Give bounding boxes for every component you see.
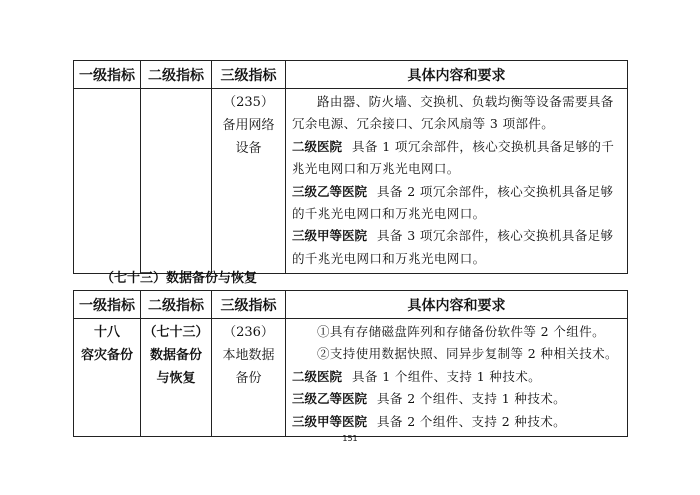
level2-cell (141, 319, 212, 437)
level2-cell (141, 89, 212, 274)
table-header-row (74, 61, 628, 89)
requirement-item (292, 181, 623, 226)
hospital-level-label: 三级甲等医院 (292, 413, 368, 429)
requirement-item (292, 388, 623, 410)
level1-cell (74, 319, 141, 437)
technology-item: ②支持使用数据快照、同异步复制等 2 种相关技术。 (317, 346, 618, 362)
requirement-item (292, 411, 623, 433)
header-level3: 三级指标 (212, 61, 286, 89)
content-cell (286, 319, 628, 437)
level3-cell (212, 89, 286, 274)
requirement-text: 具备 1 项冗余部件，核心交换机具备足够的千兆光电网口和万兆光电网口。 (292, 138, 615, 177)
hospital-level-label: 三级甲等医院 (292, 228, 368, 244)
header-content: 具体内容和要求 (286, 61, 628, 89)
level1-cell (74, 89, 141, 274)
intro-text: 路由器、防火墙、交换机、负载均衡等设备需要具备冗余电源、冗余接口、冗余风扇等 3 项部件。 (292, 94, 614, 132)
level3-name-line2: 备份 (235, 371, 262, 386)
level2-name-line1: 数据备份 (149, 348, 202, 363)
level3-name-line1: 本地数据 (222, 348, 275, 363)
requirement-text: 具备 1 个组件、支持 1 种技术。 (352, 368, 542, 384)
level3-name-line2: 设备 (235, 141, 262, 156)
requirement-text: 具备 3 项冗余部件，核心交换机具备足够的千兆光电网口和万兆光电网口。 (292, 228, 614, 266)
hospital-level-label: 二级医院 (292, 368, 343, 384)
page-number: 151 (342, 434, 358, 443)
level3-name-line1: 备用网络 (222, 118, 275, 133)
content-cell (286, 89, 628, 274)
header-level1: 一级指标 (74, 291, 141, 319)
requirement-text: 具备 2 个组件、支持 2 种技术。 (377, 413, 567, 429)
level3-code: （235） (223, 95, 274, 110)
component-item: ①具有存储磁盘阵列和存储备份软件等 2 个组件。 (317, 324, 606, 339)
level1-name: 容灾备份 (80, 348, 133, 363)
table-header-row (74, 291, 628, 319)
section-title: （七十三）数据备份与恢复 (101, 271, 258, 286)
hospital-level-label: 三级乙等医院 (292, 391, 368, 407)
hospital-level-label: 二级医院 (292, 138, 343, 154)
requirement-text: 具备 2 个组件、支持 1 种技术。 (377, 391, 567, 407)
header-level2: 二级指标 (141, 291, 212, 319)
header-content: 具体内容和要求 (286, 291, 628, 319)
requirement-text: 具备 2 项冗余部件，核心交换机具备足够的千兆光电网口和万兆光电网口。 (292, 183, 614, 222)
table-row (74, 319, 628, 437)
level1-number: 十八 (93, 325, 120, 340)
table-row (74, 89, 628, 274)
header-level1: 一级指标 (74, 61, 141, 89)
requirement-item (292, 225, 623, 270)
header-level3: 三级指标 (212, 291, 286, 319)
header-level2: 二级指标 (141, 61, 212, 89)
requirement-item (292, 136, 623, 181)
indicator-table-2 (73, 290, 628, 437)
level3-code: （236） (223, 325, 274, 340)
requirement-item (292, 366, 623, 388)
indicator-table-1 (73, 60, 628, 274)
level3-cell (212, 319, 286, 437)
level2-name-line2: 与恢复 (156, 371, 196, 386)
level2-code: （七十三） (143, 325, 209, 340)
hospital-level-label: 三级乙等医院 (292, 183, 368, 199)
